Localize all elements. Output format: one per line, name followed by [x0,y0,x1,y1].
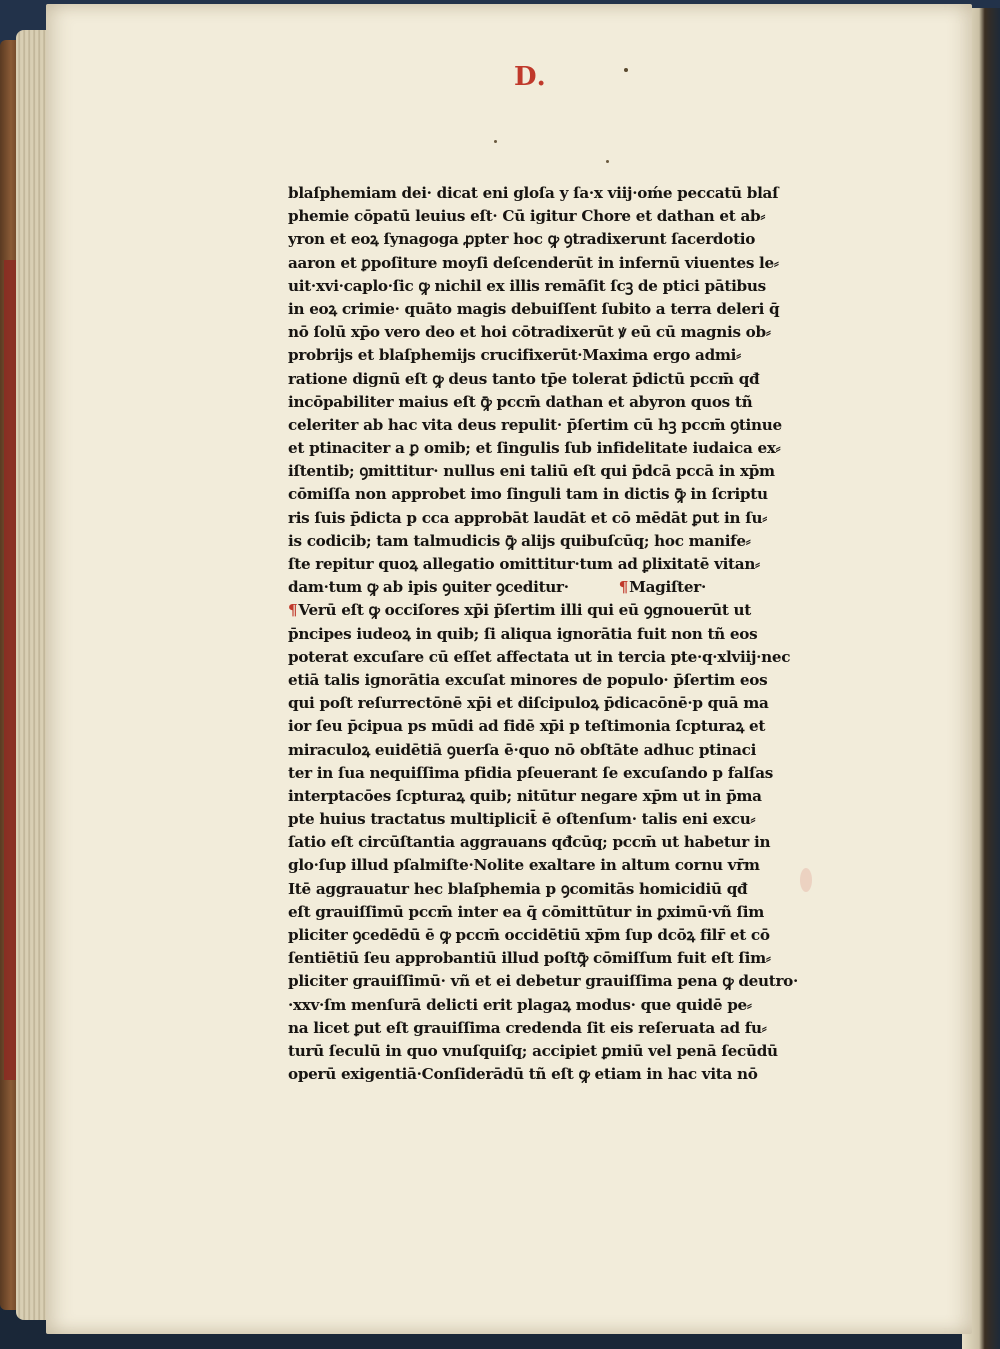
text-line: ris ſuis p̄dicta p cca approbāt laudāt et cō mēdāt ꝑut in ſu⸗ [288,508,767,527]
text-line: incōpabiliter maius eſt ꝙ̄ pccm̄ dathan et abyron quos tñ [288,392,753,411]
text-line: eſt grauiſſimū pccm̄ inter ea q̄ cōmittūtur in ꝑximū·vñ ſim [288,902,764,921]
text-line: dam·tum ꝙ ab ipis ꝯuiter ꝯceditur· [288,578,569,597]
text-line: ſatio eſt circūſtantia aggrauans qđcūq; pccm̄ ut habetur in [288,833,771,852]
text-line: is codicib; tam talmudicis ꝙ̄ alijs quibuſcūq; hoc manife⸗ [288,531,751,550]
text-line-with-pilcrow [288,599,804,622]
ink-speck [606,160,609,163]
text-line: ·xxv·ſm menſurā delicti erit plagaꝝ modus· que quidē pe⸗ [288,995,752,1014]
text-line: cōmiſſa non approbet imo ſinguli tam in dictis ꝙ̄ in ſcriptu [288,485,768,504]
text-line: pliciter grauiſſimū· vñ et ei debetur grauiſſima pena ꝙ deutro· [288,972,799,991]
text-line: na licet ꝑut eſt grauiſſima credenda ſit eis reſeruata ad fu⸗ [288,1018,767,1037]
stain-mark [800,868,812,892]
text-line: pte huius tractatus multiplicit̄ ē oſtenſum· talis eni excu⸗ [288,810,756,829]
text-line: aaron et ꝑpoſiture moyſi deſcenderūt in infernū viuentes le⸗ [288,253,779,272]
text-line: ior ſeu p̄cipua ps mūdi ad fidē xp̄i p teſtimonia ſcpturaꝝ et [288,717,766,736]
text-line: phemie cōpatū leuius eſt· Cū igitur Chore et dathan et ab⸗ [288,207,766,226]
text-line: probrijs et blaſphemijs crucifixerūt·Maxima ergo admi⸗ [288,346,741,365]
rubric-magister: Magiſter· [629,578,706,597]
text-line: et ptinaciter a ꝑ omib; et ſingulis ſub infidelitate iudaica ex⸗ [288,439,781,458]
text-line: uit·xvi·caplo·ſic ꝙ nichil ex illis remāſit ſcꝫ de ptici pātibus [288,276,766,295]
text-line: ratione dignū eſt ꝙ deus tanto tp̄e tolerat p̄dictū pccm̄ qđ [288,369,760,388]
text-line: yron et eoꝝ ſynagoga ꝓpter hoc ꝙ ꝯtradixerunt ſacerdotio [288,230,756,249]
text-line: interptacōes ſcpturaꝝ quib; nitūtur negare xp̄m ut in p̄ma [288,786,762,805]
ink-speck [624,68,628,72]
text-line: p̄ncipes iudeoꝝ in quib; ſi aliqua ignorātia fuit non tñ eos [288,624,758,643]
text-line: miraculoꝝ euidētiā ꝯuerſa ē·quo nō obſtāte adhuc ptinaci [288,740,757,759]
text-line: iſtentib; ꝯmittitur· nullus eni taliū eſt qui p̄dcā pccā in xp̄m [288,462,775,481]
spine-red-strip [4,260,16,1080]
signature-mark: D. [514,62,547,92]
text-line: poterat excuſare cū eſſet affectata ut in tercia pte·q·xlviij·nec [288,647,791,666]
text-line: etiā talis ignorātia excuſat minores de populo· p̄ſertim eos [288,670,768,689]
text-block [288,182,804,1086]
text-line-with-rubric [288,576,804,599]
text-line: qui poſt reſurrectōnē xp̄i et diſcipuloꝝ p̄dicacōnē·p quā ma [288,694,769,713]
text-line: pliciter ꝯcedēdū ē ꝙ pccm̄ occidētiū xp̄m ſup dcōꝝ filr̄ et cō [288,926,770,944]
text-line: nō ſolū xp̄o vero deo et hoi cōtradixerūt ꝟ eū cū magnis ob⸗ [288,323,771,342]
text-line: Verū eſt ꝙ occiſores xp̄i p̄ſertim illi qui eū ꝯgnouerūt ut [298,601,751,620]
text-line: Itē aggrauatur hec blaſphemia p ꝯcomitās homicidiū qđ [288,879,748,898]
text-line: turū ſeculū in quo vnuſquiſq; accipiet ꝑmiū vel penā ſecūdū [288,1041,778,1060]
pilcrow-icon: ¶ [618,578,629,597]
text-line: celeriter ab hac vita deus repulit· p̄ſertim cū hꝫ pccm̄ ꝯtinue [288,415,782,434]
text-line: ter in ſua nequiſſima pfidia pſeuerant ſe excuſando p falſas [288,763,774,782]
text-line: ſentiētiū ſeu approbantiū illud poſtꝙ̄ cōmiſſum fuit eſt ſim⸗ [288,949,771,968]
text-line: operū exigentiā·Conſiderādū tñ eſt ꝙ etiam in hac vita nō [288,1065,758,1084]
pilcrow-icon: ¶ [288,601,298,620]
ink-speck [494,140,497,143]
text-line: glo·ſup illud pſalmiſte·Nolite exaltare in altum cornu vr̄m [288,856,760,875]
text-line: in eoꝝ crimie· quāto magis debuiſſent ſubito a terra deleri q̄ [288,299,780,318]
text-line: blaſphemiam dei· dicat eni gloſa y ſa·x viij·oḿe peccatū blaſ [288,184,779,202]
text-line: ſte repitur quoꝝ allegatio omittitur·tum ad ꝑlixitatē vitan⸗ [288,555,760,573]
